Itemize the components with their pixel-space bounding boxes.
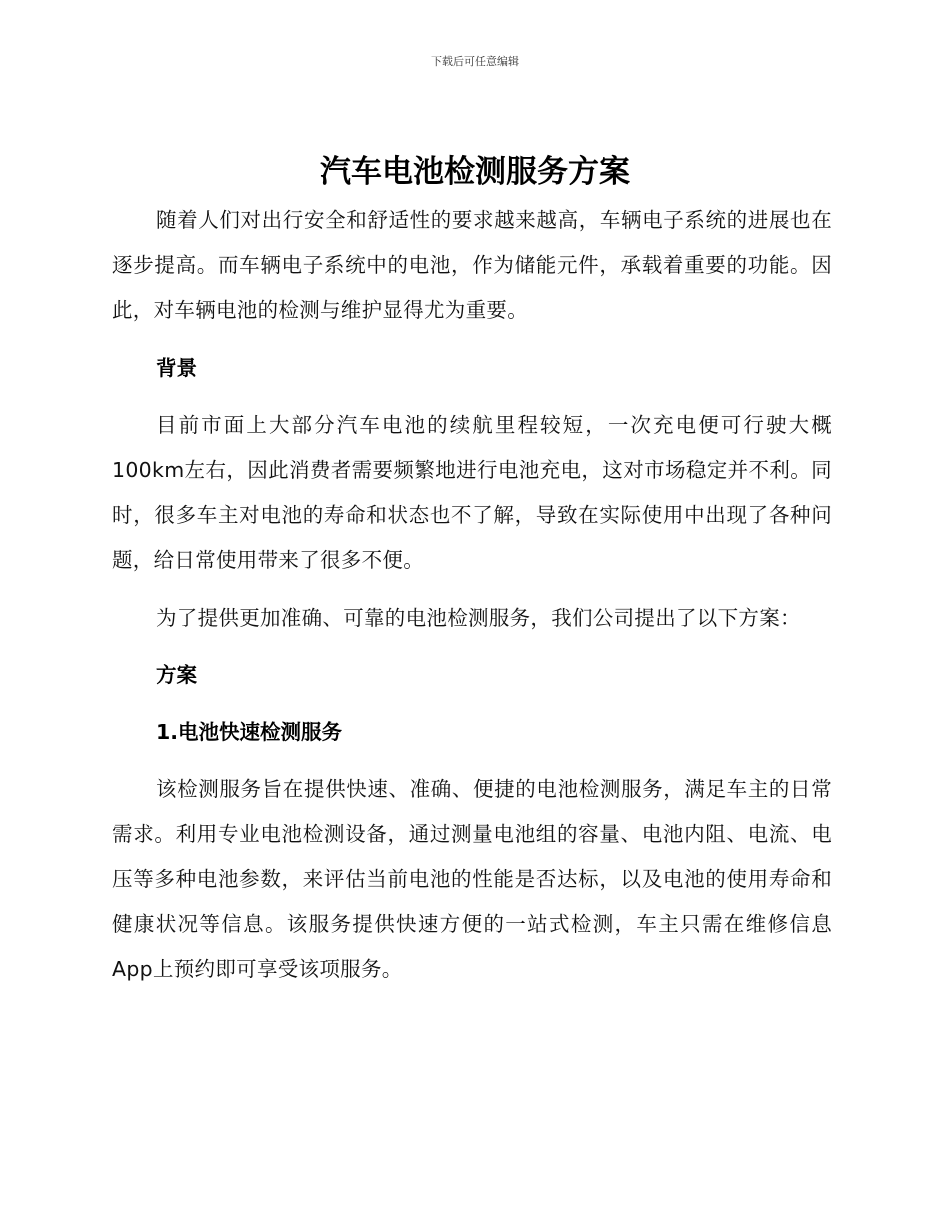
page-header-note: 下载后可任意编辑 — [431, 55, 519, 68]
section1-heading: 1.电池快速检测服务 — [156, 720, 343, 744]
intro-paragraph: 随着人们对出行安全和舒适性的要求越来越高，车辆电子系统的进展也在逐步提高。而车辆电子系统中的电池，作为储能元件，承载着重要的功能。因此，对车辆电池的检测与维护显得尤为重要。 — [112, 208, 832, 322]
background-heading: 背景 — [156, 356, 197, 380]
section1-paragraph: 该检测服务旨在提供快速、准确、便捷的电池检测服务，满足车主的日常需求。利用专业电池检测设备，通过测量电池组的容量、电池内阻、电流、电压等多种电池参数，来评估当前电池的性能是否达标，以及电池的使用寿命和健康状况等信息。该服务提供快速方便的一站式检测，车主只需在维修信息App上预约即可享受该项服务。 — [112, 777, 832, 981]
document-title: 汽车电池检测服务方案 — [320, 154, 630, 190]
proposal-intro-paragraph: 为了提供更加准确、可靠的电池检测服务，我们公司提出了以下方案： — [156, 606, 801, 630]
plan-heading: 方案 — [156, 663, 197, 687]
background-paragraph: 目前市面上大部分汽车电池的续航里程较短，一次充电便可行驶大概100km左右，因此消费者需要频繁地进行电池充电，这对市场稳定并不利。同时，很多车主对电池的寿命和状态也不了解，导致在实际使用中出现了各种问题，给日常使用带来了很多不便。 — [112, 413, 832, 572]
